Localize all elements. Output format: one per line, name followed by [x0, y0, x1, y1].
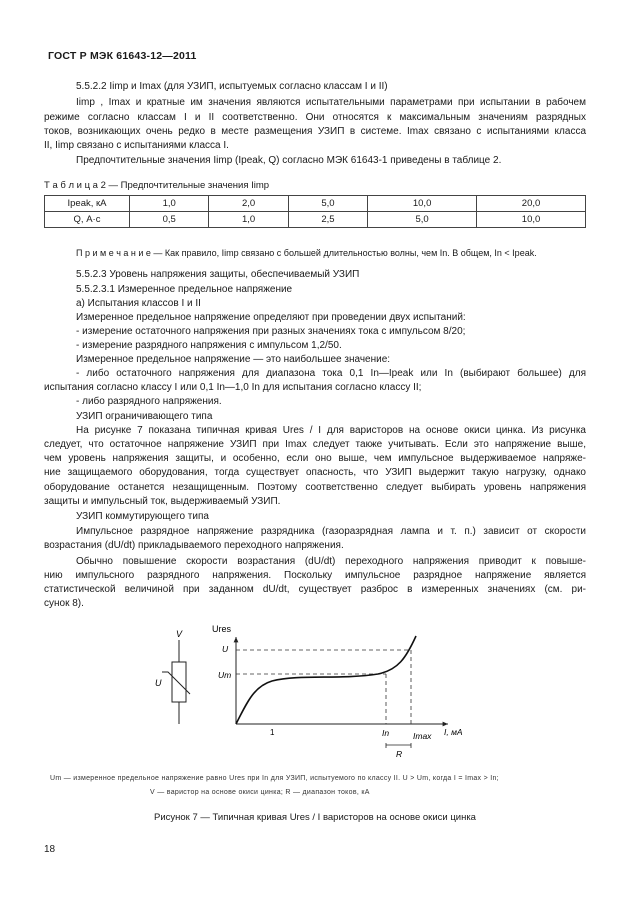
figure-caption: Рисунок 7 — Типичная кривая Ures / I варисторов на основе окиси цинка [154, 812, 476, 823]
document-header: ГОСТ Р МЭК 61643-12—2011 [48, 50, 197, 62]
paragraph-line: испытания согласно классу I или 0,1 In—1,0 In для испытания согласно классу II; [44, 382, 422, 393]
table-cell: 5,0 [368, 212, 477, 228]
subheading: УЗИП ограничивающего типа [76, 411, 213, 422]
table-cell: 0,5 [130, 212, 209, 228]
paragraph-line: Импульсное разрядное напряжение разрядника (газоразрядная лампа и т. п.) зависит от скорости [76, 526, 586, 537]
table-cell: 20,0 [477, 196, 586, 212]
x-axis-label: I, мА [444, 727, 463, 737]
varistor-label: V [176, 629, 183, 639]
subheading: УЗИП коммутирующего типа [76, 511, 209, 522]
table-cell: 1,0 [130, 196, 209, 212]
subsection-heading: 5.5.2.3.1 Измеренное предельное напряжение [76, 284, 293, 295]
figure-legend-line: V — варистор на основе окиси цинка; R — диапазон токов, кА [150, 789, 370, 796]
paragraph-line: следует, что остаточное напряжение УЗИП при Imax следует также учитывать. Если это напряжение выше, [44, 439, 586, 450]
paragraph-line: токов, возникающих очень редко в месте размещения УЗИП в системе. Imax связано с испытаниями класса [44, 126, 586, 137]
table-cell: 5,0 [288, 196, 367, 212]
table-cell: 10,0 [477, 212, 586, 228]
range-label: R [396, 749, 403, 759]
u-tick-label: U [222, 644, 229, 654]
paragraph-line: Измеренное предельное напряжение определяют при проведении двух испытаний: [76, 312, 466, 323]
paragraph-line: На рисунке 7 показана типичная кривая Ures / I для варисторов на основе окиси цинка. Из рисунка [76, 425, 586, 436]
row-label: Ipeak, кА [45, 196, 130, 212]
paragraph-line: II, Iimp связано с испытаниями класса I. [44, 140, 229, 151]
paragraph-line: Измеренное предельное напряжение — это наибольшее значение: [76, 354, 391, 365]
table-note: П р и м е ч а н и е — Как правило, Iimp связано с большей длительностью волны, чем In. В общем, In < Ipeak. [76, 248, 537, 258]
varistor-symbol [162, 640, 190, 724]
table-cell: 2,0 [209, 196, 288, 212]
guide-lines [236, 650, 411, 724]
um-tick-label: Um [218, 670, 232, 680]
table-cell: 1,0 [209, 212, 288, 228]
section-5-5-2-2-heading: 5.5.2.2 Iimp и Imax (для УЗИП, испытуемых согласно классам I и II) [76, 81, 388, 92]
paragraph-line: сунок 8). [44, 598, 84, 609]
paragraph-line: возрастания (dU/dt) прикладываемого переходного напряжения. [44, 540, 344, 551]
y-axis-label: Ures [212, 624, 232, 634]
characteristic-curve [236, 636, 416, 724]
list-item: - измерение разрядного напряжения с импульсом 1,2/50. [76, 340, 342, 351]
figure-legend-line: Um — измеренное предельное напряжение равно Ures при In для УЗИП, испытуемого по классу II. U > Um, когда I = Imax > In; [50, 775, 499, 782]
table-cell: 10,0 [368, 196, 477, 212]
voltage-label: U [155, 678, 162, 688]
table-cell: 2,5 [288, 212, 367, 228]
section-heading: 5.5.2.3 Уровень напряжения защиты, обеспечиваемый УЗИП [76, 269, 360, 280]
paragraph-line: защиты и импульсный ток, выдерживаемый УЗИП. [44, 496, 281, 507]
row-label: Q, А·с [45, 212, 130, 228]
table-caption: Т а б л и ц а 2 — Предпочтительные значения Iimp [44, 180, 270, 191]
list-item: - либо остаточного напряжения для диапазона тока 0,1 In—Ipeak или In (выбирают большее) для [76, 368, 586, 379]
list-item: - либо разрядного напряжения. [76, 396, 222, 407]
paragraph-line: ние защищаемого оборудования, тогда существует опасность, что УЗИП выдержит такую нагрузку, однако [44, 467, 586, 478]
paragraph-line: Iimp , Imax и кратные им значения являются испытательными параметрами при испытании в рабочем [76, 97, 586, 108]
paragraph-line: Обычно повышение скорости возрастания (dU/dt) переходного напряжения приводит к повыше- [76, 556, 586, 567]
list-item: - измерение остаточного напряжения при разных значениях тока с импульсом 8/20; [76, 326, 466, 337]
in-tick-label: In [382, 728, 390, 738]
paragraph-line: чем уровень напряжения защиты, и особенно, если оно выше, чем импульсное выдерживаемое напряже- [44, 453, 586, 464]
tick-label: 1 [270, 728, 275, 737]
paragraph-line: режиме согласно классам I и II соответственно. Они относятся к максимальным значениям разрядных [44, 112, 586, 123]
range-indicator [386, 743, 411, 748]
paragraph-line: нию импульсного разрядного напряжения. Поскольку импульсное разрядное напряжение является [44, 570, 586, 581]
paragraph-line: а) Испытания классов I и II [76, 298, 201, 309]
paragraph-line: Предпочтительные значения Iimp (Ipeak, Q) согласно МЭК 61643-1 приведены в таблице 2. [76, 155, 502, 166]
paragraph-line: статистической величиной при заданном dU/dt, существует разброс в измеренных значениях (см. ри- [44, 584, 586, 595]
imax-tick-label: Imax [413, 731, 432, 741]
paragraph-line: оборудование останется незащищенным. Поэтому соответственно следует выбирать уровень напряжения [44, 482, 586, 493]
page-number: 18 [44, 844, 56, 855]
